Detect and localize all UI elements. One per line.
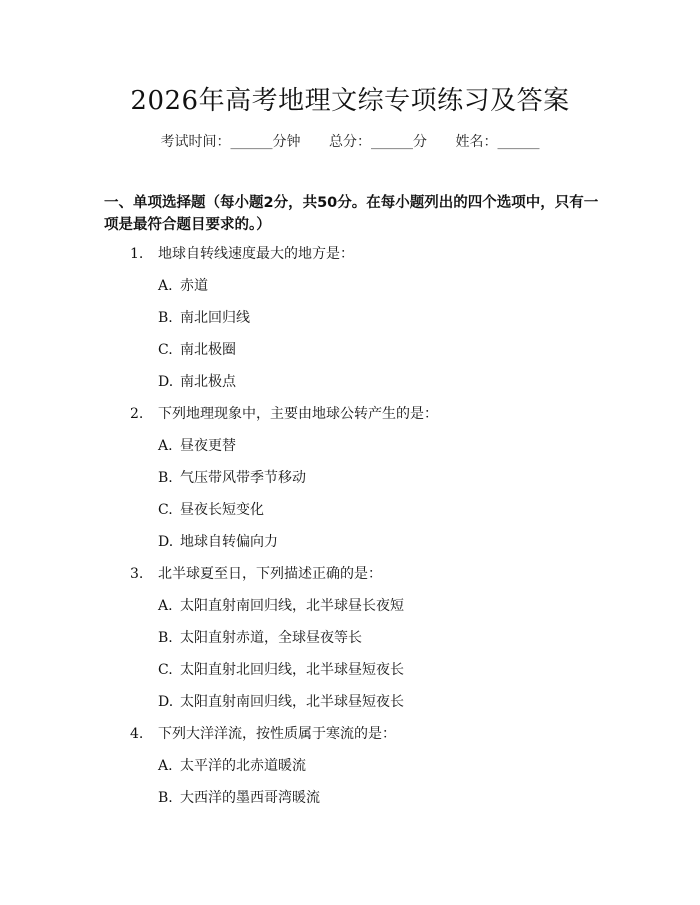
question-3 [0,564,700,596]
exam-meta [0,131,700,151]
option-letter: C. [158,502,173,518]
exam-time: 考试时间：______分钟 [160,134,301,150]
question-stem: 地球自转线速度最大的地方是： [158,246,354,262]
question-1 [0,244,700,276]
option-item [0,596,700,628]
question-number: 1. [130,246,144,262]
section-heading: 一、单项选择题（每小题2分，共50分。在每小题列出的四个选项中，只有一项是最符合题目要求的。） [104,195,599,233]
option-text: 气压带风带季节移动 [180,470,306,486]
option-text: 太阳直射北回归线，北半球昼短夜长 [180,662,404,678]
option-letter: D. [158,374,174,390]
option-item [0,468,700,500]
option-letter: C. [158,662,173,678]
option-letter: A. [158,598,173,614]
option-item [0,692,700,724]
option-item [0,756,700,788]
option-letter: B. [158,470,173,486]
option-item [0,532,700,564]
option-text: 昼夜长短变化 [180,502,264,518]
option-letter: D. [158,534,174,550]
student-name: 姓名：______ [455,134,540,150]
option-text: 昼夜更替 [180,438,236,454]
option-text: 南北回归线 [180,310,250,326]
question-stem: 下列大洋洋流，按性质属于寒流的是： [158,726,396,742]
option-letter: C. [158,342,173,358]
question-number: 4. [130,726,144,742]
question-list [0,244,700,820]
option-text: 赤道 [180,278,208,294]
page-title: 2026年高考地理文综专项练习及答案 [130,86,570,116]
option-letter: D. [158,694,174,710]
option-item [0,500,700,532]
option-item [0,276,700,308]
option-letter: B. [158,790,173,806]
option-item [0,340,700,372]
question-stem: 下列地理现象中，主要由地球公转产生的是： [158,406,438,422]
option-text: 大西洋的墨西哥湾暖流 [180,790,320,806]
question-stem: 北半球夏至日，下列描述正确的是： [158,566,382,582]
option-letter: B. [158,310,173,326]
option-letter: A. [158,438,173,454]
question-2 [0,404,700,436]
option-item [0,660,700,692]
option-text: 太阳直射南回归线，北半球昼长夜短 [180,598,404,614]
option-item [0,308,700,340]
option-text: 南北极点 [180,374,236,390]
option-text: 太阳直射南回归线，北半球昼短夜长 [180,694,404,710]
option-text: 太平洋的北赤道暖流 [180,758,306,774]
question-number: 2. [130,406,144,422]
option-letter: A. [158,758,173,774]
exam-score: 总分：______分 [329,134,427,150]
question-number: 3. [130,566,144,582]
option-item [0,788,700,820]
option-text: 地球自转偏向力 [180,534,278,550]
option-text: 南北极圈 [180,342,236,358]
option-item [0,628,700,660]
option-letter: A. [158,278,173,294]
option-item [0,372,700,404]
question-4 [0,724,700,756]
option-item [0,436,700,468]
option-text: 太阳直射赤道，全球昼夜等长 [180,630,362,646]
option-letter: B. [158,630,173,646]
